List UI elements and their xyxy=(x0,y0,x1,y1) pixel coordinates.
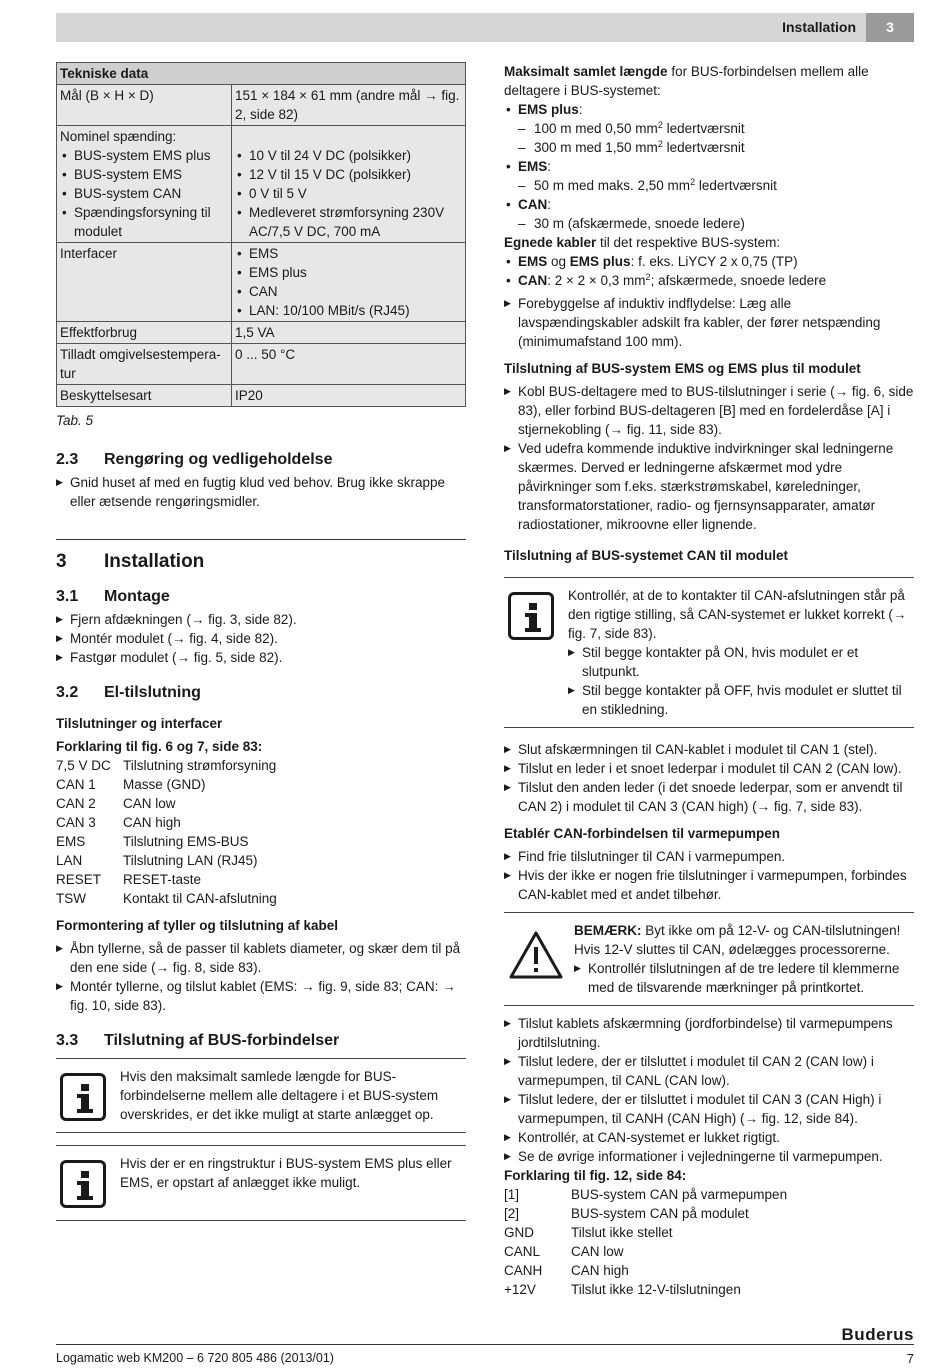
voltage-values: • 10 V til 24 V DC (polsikker) • 12 V til 15 V DC (polsikker) • 0 V til 5 V • Medleveret strømforsyning 230V AC/7,5 V DC, 700 mA xyxy=(235,146,462,241)
document-id: Logamatic web KM200 – 6 720 805 486 (2013/01) xyxy=(56,1351,334,1365)
chapter-number: 3 xyxy=(866,13,914,42)
warning-note: BEMÆRK: Byt ikke om på 12-V- og CAN-tilslutningen! Hvis 12-V sluttes til CAN, ødelægges processorerne. ▶ Kontrollér tilslutningen af de tre ledere til klemmerne med de tilsvarende mærkninger på printkortet. xyxy=(504,912,914,1006)
page-header xyxy=(56,13,914,42)
mount-step: ▶ Montér modulet (→ fig. 4, side 82). xyxy=(56,629,466,648)
legend-item: CAN 1 Masse (GND) xyxy=(56,777,206,792)
subheading: Etablér CAN-forbindelsen til varmepumpen xyxy=(504,826,781,841)
ems-step: ▶ Kobl BUS-deltagere med to BUS-tilslutninger i serie (→ fig. 6, side 83), eller forbind BUS-deltageren [B] med en fordelerdåse [A] i stjernekobling (→ fig. 11, side 83). xyxy=(504,382,914,439)
info-icon xyxy=(60,1073,106,1121)
info-note: Kontrollér, at de to kontakter til CAN-afslutningen står på den rigtige stilling, så CAN-systemet er lukket korrekt (→ fig. 7, side 83). ▶ Stil begge kontakter på ON, hvis modulet er et slutpunkt. ▶ Stil begge kontakter på OFF, hvis modulet er sluttet til en stikledning. xyxy=(504,577,914,728)
info-icon xyxy=(508,592,554,640)
subheading: Tilslutning af BUS-system EMS og EMS plus til modulet xyxy=(504,361,861,376)
grommet-step: ▶ Åbn tyllerne, så de passer til kablets diameter, og skær dem til på den ene side (→ fig. 8, side 83). xyxy=(56,939,466,977)
fig12-legend xyxy=(504,1185,914,1299)
legend-item: [1] BUS-system CAN på varmepumpen xyxy=(504,1187,788,1202)
section-3-1-heading: 3.1 Montage xyxy=(56,588,170,605)
left-column xyxy=(56,62,466,1221)
section-3-2-heading: 3.2 El-tilslutning xyxy=(56,684,201,701)
subheading: Forklaring til fig. 12, side 84: xyxy=(504,1168,687,1183)
max-length-text: Maksimalt samlet længde for BUS-forbindelsen mellem alle deltagere i BUS-systemet: xyxy=(504,64,869,98)
table-caption: Tab. 5 xyxy=(56,413,94,428)
legend-item: LAN Tilslutning LAN (RJ45) xyxy=(56,853,258,868)
hp-step: ▶ Find frie tilslutninger til CAN i varmepumpen. xyxy=(504,847,914,866)
info-icon xyxy=(60,1160,106,1208)
can-step: ▶ Slut afskærmningen til CAN-kablet i modulet til CAN 1 (stel). xyxy=(504,740,914,759)
section-3-3-heading: 3.3 Tilslutning af BUS-forbindelser xyxy=(56,1032,340,1049)
grommet-step: ▶ Montér tyllerne, og tilslut kablet (EMS: → fig. 9, side 83; CAN: → fig. 10, side 83). xyxy=(56,977,466,1015)
legend-item: EMS Tilslutning EMS-BUS xyxy=(56,834,249,849)
legend-item: CANL CAN low xyxy=(504,1244,624,1259)
ems-step: ▶ Ved udefra kommende induktive indvirkninger skal ledningerne skærmes. Derved er ledningerne afskærmet mod ydre påvirkninger som f.eks. stærkstrømskabel, køreledninger, transformatorstationer, radio- og fjernsynsapparater, amatør radiostationer, mikroovne eller lignende. xyxy=(504,439,914,534)
brand-logo: Buderus xyxy=(841,1325,914,1344)
header-title: Installation xyxy=(782,19,856,35)
final-step: ▶ Tilslut kablets afskærmning (jordforbindelse) til varmepumpens jordtilslutning. xyxy=(504,1014,914,1052)
table-row: Effektforbrug 1,5 VA xyxy=(57,322,466,344)
legend-item: CAN 3 CAN high xyxy=(56,815,181,830)
final-step: ▶ Tilslut ledere, der er tilsluttet i modulet til CAN 2 (CAN low) i varmepumpen, til CANL (CAN low). xyxy=(504,1052,914,1090)
section-3-heading: 3 Installation xyxy=(56,539,466,571)
cables-text: Egnede kabler til det respektive BUS-system: xyxy=(504,235,781,250)
legend-item: +12V Tilslut ikke 12-V-tilslutningen xyxy=(504,1282,741,1297)
mount-step: ▶ Fjern afdækningen (→ fig. 3, side 82). xyxy=(56,610,466,629)
legend-item: TSW Kontakt til CAN-afslutning xyxy=(56,891,277,906)
legend-item: CAN 2 CAN low xyxy=(56,796,176,811)
interface-values: • EMS • EMS plus • CAN • LAN: 10/100 MBit/s (RJ45) xyxy=(235,244,462,320)
hp-step: ▶ Hvis der ikke er nogen frie tilslutninger i varmepumpen, forbindes CAN-kablet med et andet tilbehør. xyxy=(504,866,914,904)
warning-icon xyxy=(508,929,564,997)
subheading: Formontering af tyller og tilslutning af kabel xyxy=(56,918,339,933)
legend-item: CANH CAN high xyxy=(504,1263,629,1278)
cleaning-step: ▶ Gnid huset af med en fugtig klud ved behov. Brug ikke skrappe eller ætsende rengøringsmidler. xyxy=(56,473,466,511)
tech-data-table xyxy=(56,62,466,407)
final-step: ▶ Tilslut ledere, der er tilsluttet i modulet til CAN 3 (CAN High) i varmepumpen, til CANH (CAN High) (→ fig. 12, side 84). xyxy=(504,1090,914,1128)
connection-legend xyxy=(56,756,466,908)
subheading: Tilslutning af BUS-systemet CAN til modulet xyxy=(504,548,789,563)
page-footer xyxy=(56,1344,914,1366)
mount-step: ▶ Fastgør modulet (→ fig. 5, side 82). xyxy=(56,648,466,667)
table-row: Nominel spænding: • BUS-system EMS plus • BUS-system EMS • BUS-system CAN • Spændingsforsyning til modulet • 10 V til 24 V DC (polsikker) • 12 V til 15 V DC (polsikker) • 0 V til 5 V • Medleveret strømforsyning 230V AC/7,5 V DC, 700 mA xyxy=(57,126,466,243)
table-title: Tekniske data xyxy=(57,63,466,85)
table-row: Beskyttelsesart IP20 xyxy=(57,385,466,407)
voltage-items: • BUS-system EMS plus • BUS-system EMS • BUS-system CAN • Spændingsforsyning til modulet xyxy=(60,146,228,241)
subheading: Tilslutninger og interfacer xyxy=(56,716,223,731)
info-note: Hvis den maksimalt samlede længde for BUS-forbindelserne mellem alle deltagere i et BUS-system overskrides, er det ikke muligt at starte anlægget op. xyxy=(56,1058,466,1133)
legend-item: RESET RESET-taste xyxy=(56,872,202,887)
legend-item: [2] BUS-system CAN på modulet xyxy=(504,1206,749,1221)
table-row: Tilladt omgivelsestempera-tur 0 ... 50 °C xyxy=(57,344,466,385)
subheading: Forklaring til fig. 6 og 7, side 83: xyxy=(56,739,263,754)
can-step: ▶ Tilslut den anden leder (i det snoede lederpar, som er anvendt til CAN 2) i modulet til CAN 3 (CAN high) (→ fig. 7, side 83). xyxy=(504,778,914,816)
page-number: 7 xyxy=(906,1351,914,1366)
table-row: Mål (B × H × D) 151 × 184 × 61 mm (andre mål → fig. 2, side 82) xyxy=(57,85,466,126)
legend-item: GND Tilslut ikke stellet xyxy=(504,1225,673,1240)
right-column: Maksimalt samlet længde for BUS-forbindelsen mellem alle deltagere i BUS-systemet: • EMS plus: – 100 m med 0,50 $mm^2$ ledertværsnit – 300 m med 1,50 $mm^2$ ledertværsnit • EMS: – 50 m med maks. 2,50 $mm^2$ ledertværsnit • CAN: – 30 m (afskærmede, snoede ledere) Egnede kabler til det respektive BUS-system: • EMS og EMS plus: f. eks. LiYCY 2 x 0,75 (TP) • CAN: 2 × 2 × 0,3 $mm^2$; afskærmede, snoede ledere ▶ Forebyggelse af induktiv indflydelse: Læg alle lavspændingskabler adskilt fra kabler, der fører netspænding (minimumafstand 100 mm). Tilslutning af BUS-system EMS og EMS plus til modulet ▶ Kobl BUS-deltagere med to BUS-tilslutninger i serie (→ fig. 6, side 83), eller forbind BUS-deltageren [B] med en fordelerdåse [A] i stjernekobling (→ fig. 11, side 83). ▶ Ved udefra kommende induktive indvirkninger skal ledningerne skærmes. Derved er ledningerne afskærmet mod ydre påvirkninger som f.eks. stærkstrømskabel, køreledninger, transformatorstationer, radio- og fjernsynsapparater, amatør radiostationer, mikroovne eller lignende. Tilslutning af BUS-systemet CAN til modulet Kontrollér, at de to kontakter til CAN-afslutningen står på den rigtige stilling, så CAN-systemet er lukket korrekt (→ fig. 7, side 83). ▶ Stil begge kontakter på ON, hvis modulet er et slutpunkt. ▶ Stil begge kontakter på OFF, hvis modulet er sluttet til en stikledning. ▶ Slut afskærmningen til CAN-kablet i modulet til CAN 1 (stel). ▶ Tilslut en leder i et snoet lederpar i modulet til CAN 2 (CAN low). ▶ Tilslut den anden leder (i det snoede lederpar, som er anvendt til CAN 2) i modulet til CAN 3 (CAN high) (→ fig. 7, side 83). Etablér CAN-forbindelsen til varmepumpen ▶ Find frie tilslutninger til CAN i varmepumpen. ▶ Hvis der ikke er nogen frie tilslutninger i varmepumpen, forbindes CAN-kablet med et andet tilbehør. BEMÆRK: Byt ikke om på 12-V- og CAN-tilslutningen! Hvis 12-V sluttes til CAN, ødelægges processorerne. ▶ Kontrollér tilslutningen af de tre ledere til klemmerne med de tilsvarende mærkninger på printkortet. ▶ Tilslut kablets afskærmning (jordforbindelse) til varmepumpens jordtilslutning. ▶ Tilslut ledere, der er tilsluttet i modulet til CAN 2 (CAN low) i varmepumpen, til CANL (CAN low). ▶ Tilslut ledere, der er tilsluttet i modulet til CAN 3 (CAN High) i varmepumpen, til CANH (CAN High) (→ fig. 12, side 84). ▶ Kontrollér, at CAN-systemet er lukket rigtigt. ▶ Se de øvrige informationer i vejledningerne til varmepumpen. Forklaring til fig. 12, side 84: [1] BUS-system CAN på varmepumpen [2] BUS-system CAN på modulet GND Tilslut ikke stellet CANL CAN low CANH CAN high +12V Tilslut ikke 12-V-tilslutningen xyxy=(504,62,914,1299)
legend-item: 7,5 V DC Tilslutning strømforsyning xyxy=(56,758,277,773)
info-note: Hvis der er en ringstruktur i BUS-system EMS plus eller EMS, er opstart af anlægget ikke muligt. xyxy=(56,1145,466,1221)
final-step: ▶ Se de øvrige informationer i vejledningerne til varmepumpen. xyxy=(504,1147,914,1166)
table-row: Interfacer • EMS • EMS plus • CAN • LAN: 10/100 MBit/s (RJ45) xyxy=(57,243,466,322)
final-step: ▶ Kontrollér, at CAN-systemet er lukket rigtigt. xyxy=(504,1128,914,1147)
section-2-3-heading: 2.3 Rengøring og vedligeholdelse xyxy=(56,451,333,468)
can-step: ▶ Tilslut en leder i et snoet lederpar i modulet til CAN 2 (CAN low). xyxy=(504,759,914,778)
prevent-step: ▶ Forebyggelse af induktiv indflydelse: Læg alle lavspændingskabler adskilt fra kabler, der fører netspænding (minimumafstand 100 mm). xyxy=(504,294,914,351)
